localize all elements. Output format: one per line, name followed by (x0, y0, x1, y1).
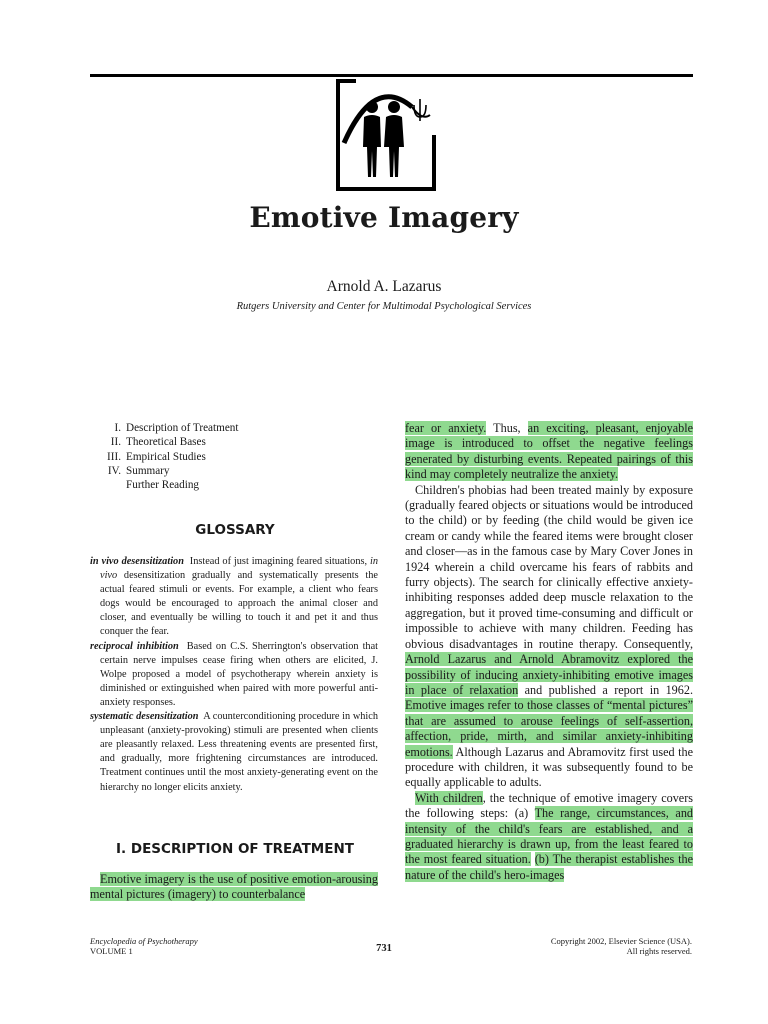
glossary-entry (90, 710, 378, 795)
paragraph (405, 421, 693, 483)
toc-item (92, 478, 382, 492)
toc-label: Description of Treatment (126, 422, 239, 434)
toc-number: III. (107, 450, 121, 463)
rights-text: All rights reserved. (626, 946, 692, 956)
glossary (90, 555, 378, 795)
glossary-entry (90, 640, 378, 710)
volume-label: VOLUME 1 (90, 946, 133, 956)
article-author: Arnold A. Lazarus (326, 278, 442, 295)
glossary-definition: Based on C.S. Sherrington's observation that certain nerve impulses cease firing when others are elicited, J. Wolpe proposed a model of psychotherapy wherein anxiety is diminished or extinguished when paired with more powerful anti-anxiety responses. (100, 640, 379, 708)
copyright-text: Copyright 2002, Elsevier Science (USA). (550, 936, 692, 946)
section-heading: I. DESCRIPTION OF TREATMENT (116, 841, 354, 857)
table-of-contents (92, 421, 382, 492)
highlighted-text: an exciting, pleasant, enjoyable image is introduced to offset the negative feelings generated by disturbing events. Repeated pairings of this kind may completely neutralize the anxiety. (405, 421, 694, 482)
body-text: Children's phobias had been treated mainly by exposure (gradually feared objects or situations would be introduced to the child) or by feeding (the child would be given ice cream or candy while the feared items were brought closer and closer—as in the famous case by Mary Cover Jones in 1924 wherein a child overcame his fears of rabbits and furry objects). The search for clinically effective anxiety-inhibiting responses added deep muscle relaxation to the aggregation, but it proved time-consuming and difficult or impossible to achieve with many children. Feeding has obvious disadvantages in routine therapy. Consequently, (405, 482, 693, 651)
toc-number (92, 478, 126, 492)
paragraph (405, 483, 693, 791)
highlighted-text: fear or anxiety. (405, 421, 487, 435)
body-text-left (90, 872, 378, 903)
highlighted-text: Emotive imagery is the use of positive emotion-arousing mental pictures (imagery) to counterbalance (90, 872, 378, 902)
glossary-term: systematic desensitization (90, 711, 199, 723)
glossary-definition: desensitization gradually and systematically presents the actual feared stimuli or events. For example, a client who fears dogs would be encouraged to approach the animal closer and closer, and eventually be willing to touch it and pet it and thus conquer the fear. (100, 570, 378, 638)
highlighted-text: Emotive images refer to those classes of “mental pictures” that are assumed to arouse feelings of self-assertion, affection, pride, mirth, and similar anxiety-inhibiting emotions. (405, 698, 693, 759)
toc-item (92, 435, 382, 449)
journal-name: Encyclopedia of Psychotherapy (90, 936, 198, 946)
page-number: 731 (376, 943, 392, 954)
two-figures-psi-logo (334, 77, 438, 193)
glossary-term: in vivo desensitization (90, 556, 184, 567)
author-affiliation: Rutgers University and Center for Multimodal Psychological Services (236, 301, 532, 312)
highlighted-text: (b) The therapist establishes the nature of the child's hero-images (405, 852, 693, 882)
paragraph (405, 791, 693, 883)
footer-copyright (551, 936, 692, 956)
body-text: Thus, (486, 421, 528, 435)
glossary-heading: GLOSSARY (195, 522, 275, 538)
toc-label: Further Reading (126, 479, 200, 492)
toc-number: IV. (107, 464, 121, 477)
toc-label: Theoretical Bases (126, 436, 206, 449)
body-text: and published a report in 1962. (518, 682, 693, 697)
glossary-definition: Instead of just imagining feared situations, (189, 556, 370, 567)
toc-number: I. (114, 422, 121, 434)
glossary-entry (90, 555, 378, 640)
toc-item (92, 450, 382, 464)
toc-label: Empirical Studies (126, 450, 206, 463)
toc-item (92, 421, 382, 435)
glossary-term: reciprocal inhibition (90, 640, 179, 652)
article-title: Emotive Imagery (249, 201, 519, 234)
glossary-definition-italic: in vivo (100, 556, 378, 582)
toc-label: Summary (126, 464, 170, 477)
paragraph (90, 872, 378, 903)
highlighted-text: With children (415, 790, 483, 805)
highlighted-text: Arnold Lazarus and Arnold Abramovitz explored the possibility of inducing anxiety-inhibiting emotive images in place of relaxation (405, 652, 693, 697)
toc-item (92, 464, 382, 478)
body-text-right (405, 421, 693, 883)
highlighted-text: The range, circumstances, and intensity of the child's fears are established, and a graduated hierarchy is drawn up, from the least feared to the most feared situation. (405, 806, 694, 867)
body-text: , the technique of emotive imagery covers the following steps: (a) (405, 790, 694, 821)
toc-number: II. (110, 436, 121, 449)
body-text: Although Lazarus and Abramovitz first used the procedure with children, it was subsequently found to be equally applicable to adults. (405, 744, 693, 790)
glossary-definition: A counterconditioning procedure in which unpleasant (anxiety-provoking) stimuli are presented when clients are pleasantly relaxed. Less threatening events are presented first, and gradually, more frightening circumstances are introduced. Treatment continues until the most anxiety-generating event on the hierarchy no longer elicits anxiety. (100, 711, 378, 793)
